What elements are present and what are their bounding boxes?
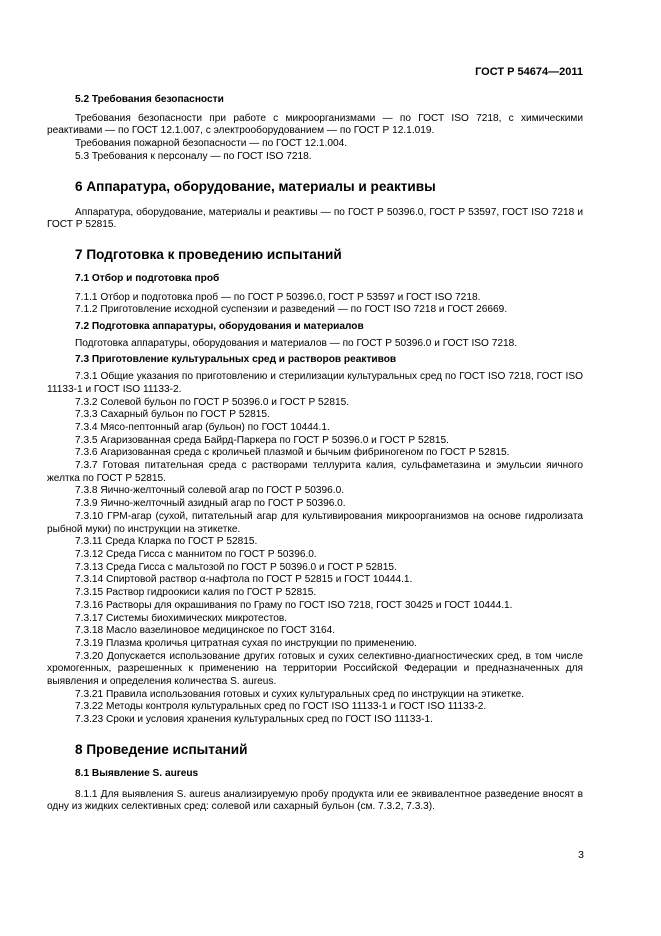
list-item: 7.3.20 Допускается использование других готовых и сухих селективно-диагностических сред, в том числе хромогенных, разрешенных к применению на территории Российской Федерации и предназначенных для выявления и определения количества S. aureus.: [47, 650, 583, 688]
list-item: 7.3.11 Среда Кларка по ГОСТ Р 52815.: [75, 536, 258, 548]
list-item: 7.3.10 ГРМ-агар (сухой, питательный агар для культивирования микроорганизмов на основе гидролизата рыбной муки) по инструкции на этикетке.: [47, 510, 583, 535]
paragraph-7-1-2: 7.1.2 Приготовление исходной суспензии и разведений — по ГОСТ ISO 7218 и ГОСТ 26669.: [75, 304, 508, 316]
document-body: [47, 94, 583, 814]
list-item: 7.3.17 Системы биохимических микротестов.: [75, 612, 288, 624]
list-item: 7.3.15 Раствор гидроокиси калия по ГОСТ Р 52815.: [75, 587, 317, 599]
list-item: 7.3.6 Агаризованная среда с кроличьей плазмой и бычьим фибриногеном по ГОСТ Р 52815.: [75, 447, 510, 459]
list-item: 7.3.7 Готовая питательная среда с растворами теллурита калия, сульфаметазина и эмульсии яичного желтка по ГОСТ Р 52815.: [47, 460, 583, 484]
paragraph-7-1-1: 7.1.1 Отбор и подготовка проб — по ГОСТ Р 50396.0, ГОСТ Р 53597 и ГОСТ ISO 7218.: [75, 291, 481, 303]
standard-number: ГОСТ Р 54674—2011: [475, 66, 583, 78]
list-item: 7.3.3 Сахарный бульон по ГОСТ Р 52815.: [75, 409, 270, 421]
list-item: 7.3.8 Яично-желточный солевой агар по ГОСТ Р 50396.0.: [75, 485, 345, 497]
section-6-heading: 6 Аппаратура, оборудование, материалы и реактивы: [75, 178, 436, 194]
page-number: 3: [578, 849, 584, 861]
paragraph-8-1-1: 8.1.1 Для выявления S. aureus анализируемую пробу продукта или ее эквивалентное разведение вносят в одну из жидких селективных сред: солевой или сахарный бульон (см. 7.3.2, 7.3.3).: [47, 788, 583, 813]
list-item: 7.3.18 Масло вазелиновое медицинское по ГОСТ 3164.: [75, 625, 336, 637]
subsection-7-2-heading: 7.2 Подготовка аппаратуры, оборудования и материалов: [75, 321, 364, 333]
paragraph-safety-requirements: Требования безопасности при работе с микроорганизмами — по ГОСТ ISO 7218, с химическими реактивами — по ГОСТ 12.1.007, с электрооборудованием — по ГОСТ Р 12.1.019.: [47, 112, 583, 137]
section-8-heading: 8 Проведение испытаний: [75, 741, 248, 757]
subsection-7-1-heading: 7.1 Отбор и подготовка проб: [75, 272, 220, 284]
list-item: 7.3.21 Правила использования готовых и сухих культуральных сред по инструкции на этикетке.: [75, 688, 525, 700]
list-item: 7.3.9 Яично-желточный азидный агар по ГОСТ Р 50396.0.: [75, 498, 346, 510]
subsection-7-3-heading: 7.3 Приготовление культуральных сред и растворов реактивов: [75, 354, 397, 366]
paragraph-7-2: Подготовка аппаратуры, оборудования и материалов — по ГОСТ Р 50396.0 и ГОСТ ISO 7218.: [75, 337, 518, 349]
list-item: 7.3.14 Спиртовой раствор α-нафтола по ГОСТ Р 52815 и ГОСТ 10444.1.: [75, 574, 413, 586]
subsection-5-2-heading: 5.2 Требования безопасности: [75, 94, 224, 105]
list-item: 7.3.23 Сроки и условия хранения культуральных сред по ГОСТ ISO 11133-1.: [75, 714, 433, 726]
list-item: 7.3.22 Методы контроля культуральных сред по ГОСТ ISO 11133-1 и ГОСТ ISO 11133-2.: [75, 701, 487, 713]
list-item: 7.3.13 Среда Гисса с мальтозой по ГОСТ Р 50396.0 и ГОСТ Р 52815.: [75, 561, 397, 573]
list-item: 7.3.2 Солевой бульон по ГОСТ Р 50396.0 и ГОСТ Р 52815.: [75, 396, 350, 408]
list-item: 7.3.1 Общие указания по приготовлению и стерилизации культуральных сред по ГОСТ ISO 7218, ГОСТ ISO 11133-1 и ГОСТ ISO 11133-2.: [47, 371, 583, 395]
section-7-heading: 7 Подготовка к проведению испытаний: [75, 246, 342, 262]
paragraph-equipment: Аппаратура, оборудование, материалы и реактивы — по ГОСТ Р 50396.0, ГОСТ Р 53597, ГОСТ ISO 7218 и ГОСТ Р 52815.: [47, 206, 583, 231]
subsection-8-1-heading: 8.1 Выявление S. aureus: [75, 767, 199, 779]
list-item: 7.3.19 Плазма кроличья цитратная сухая по инструкции по применению.: [75, 637, 417, 649]
list-item: 7.3.4 Мясо-пептонный агар (бульон) по ГОСТ 10444.1.: [75, 421, 330, 433]
paragraph-fire-safety: Требования пожарной безопасности — по ГОСТ 12.1.004.: [75, 138, 348, 150]
paragraph-5-3: 5.3 Требования к персоналу — по ГОСТ ISO 7218.: [75, 150, 312, 162]
list-item: 7.3.12 Среда Гисса с маннитом по ГОСТ Р 50396.0.: [75, 548, 317, 560]
list-item: 7.3.5 Агаризованная среда Байрд-Паркера по ГОСТ Р 50396.0 и ГОСТ Р 52815.: [75, 434, 449, 446]
list-item: 7.3.16 Растворы для окрашивания по Граму по ГОСТ ISO 7218, ГОСТ 30425 и ГОСТ 10444.1.: [75, 599, 513, 611]
